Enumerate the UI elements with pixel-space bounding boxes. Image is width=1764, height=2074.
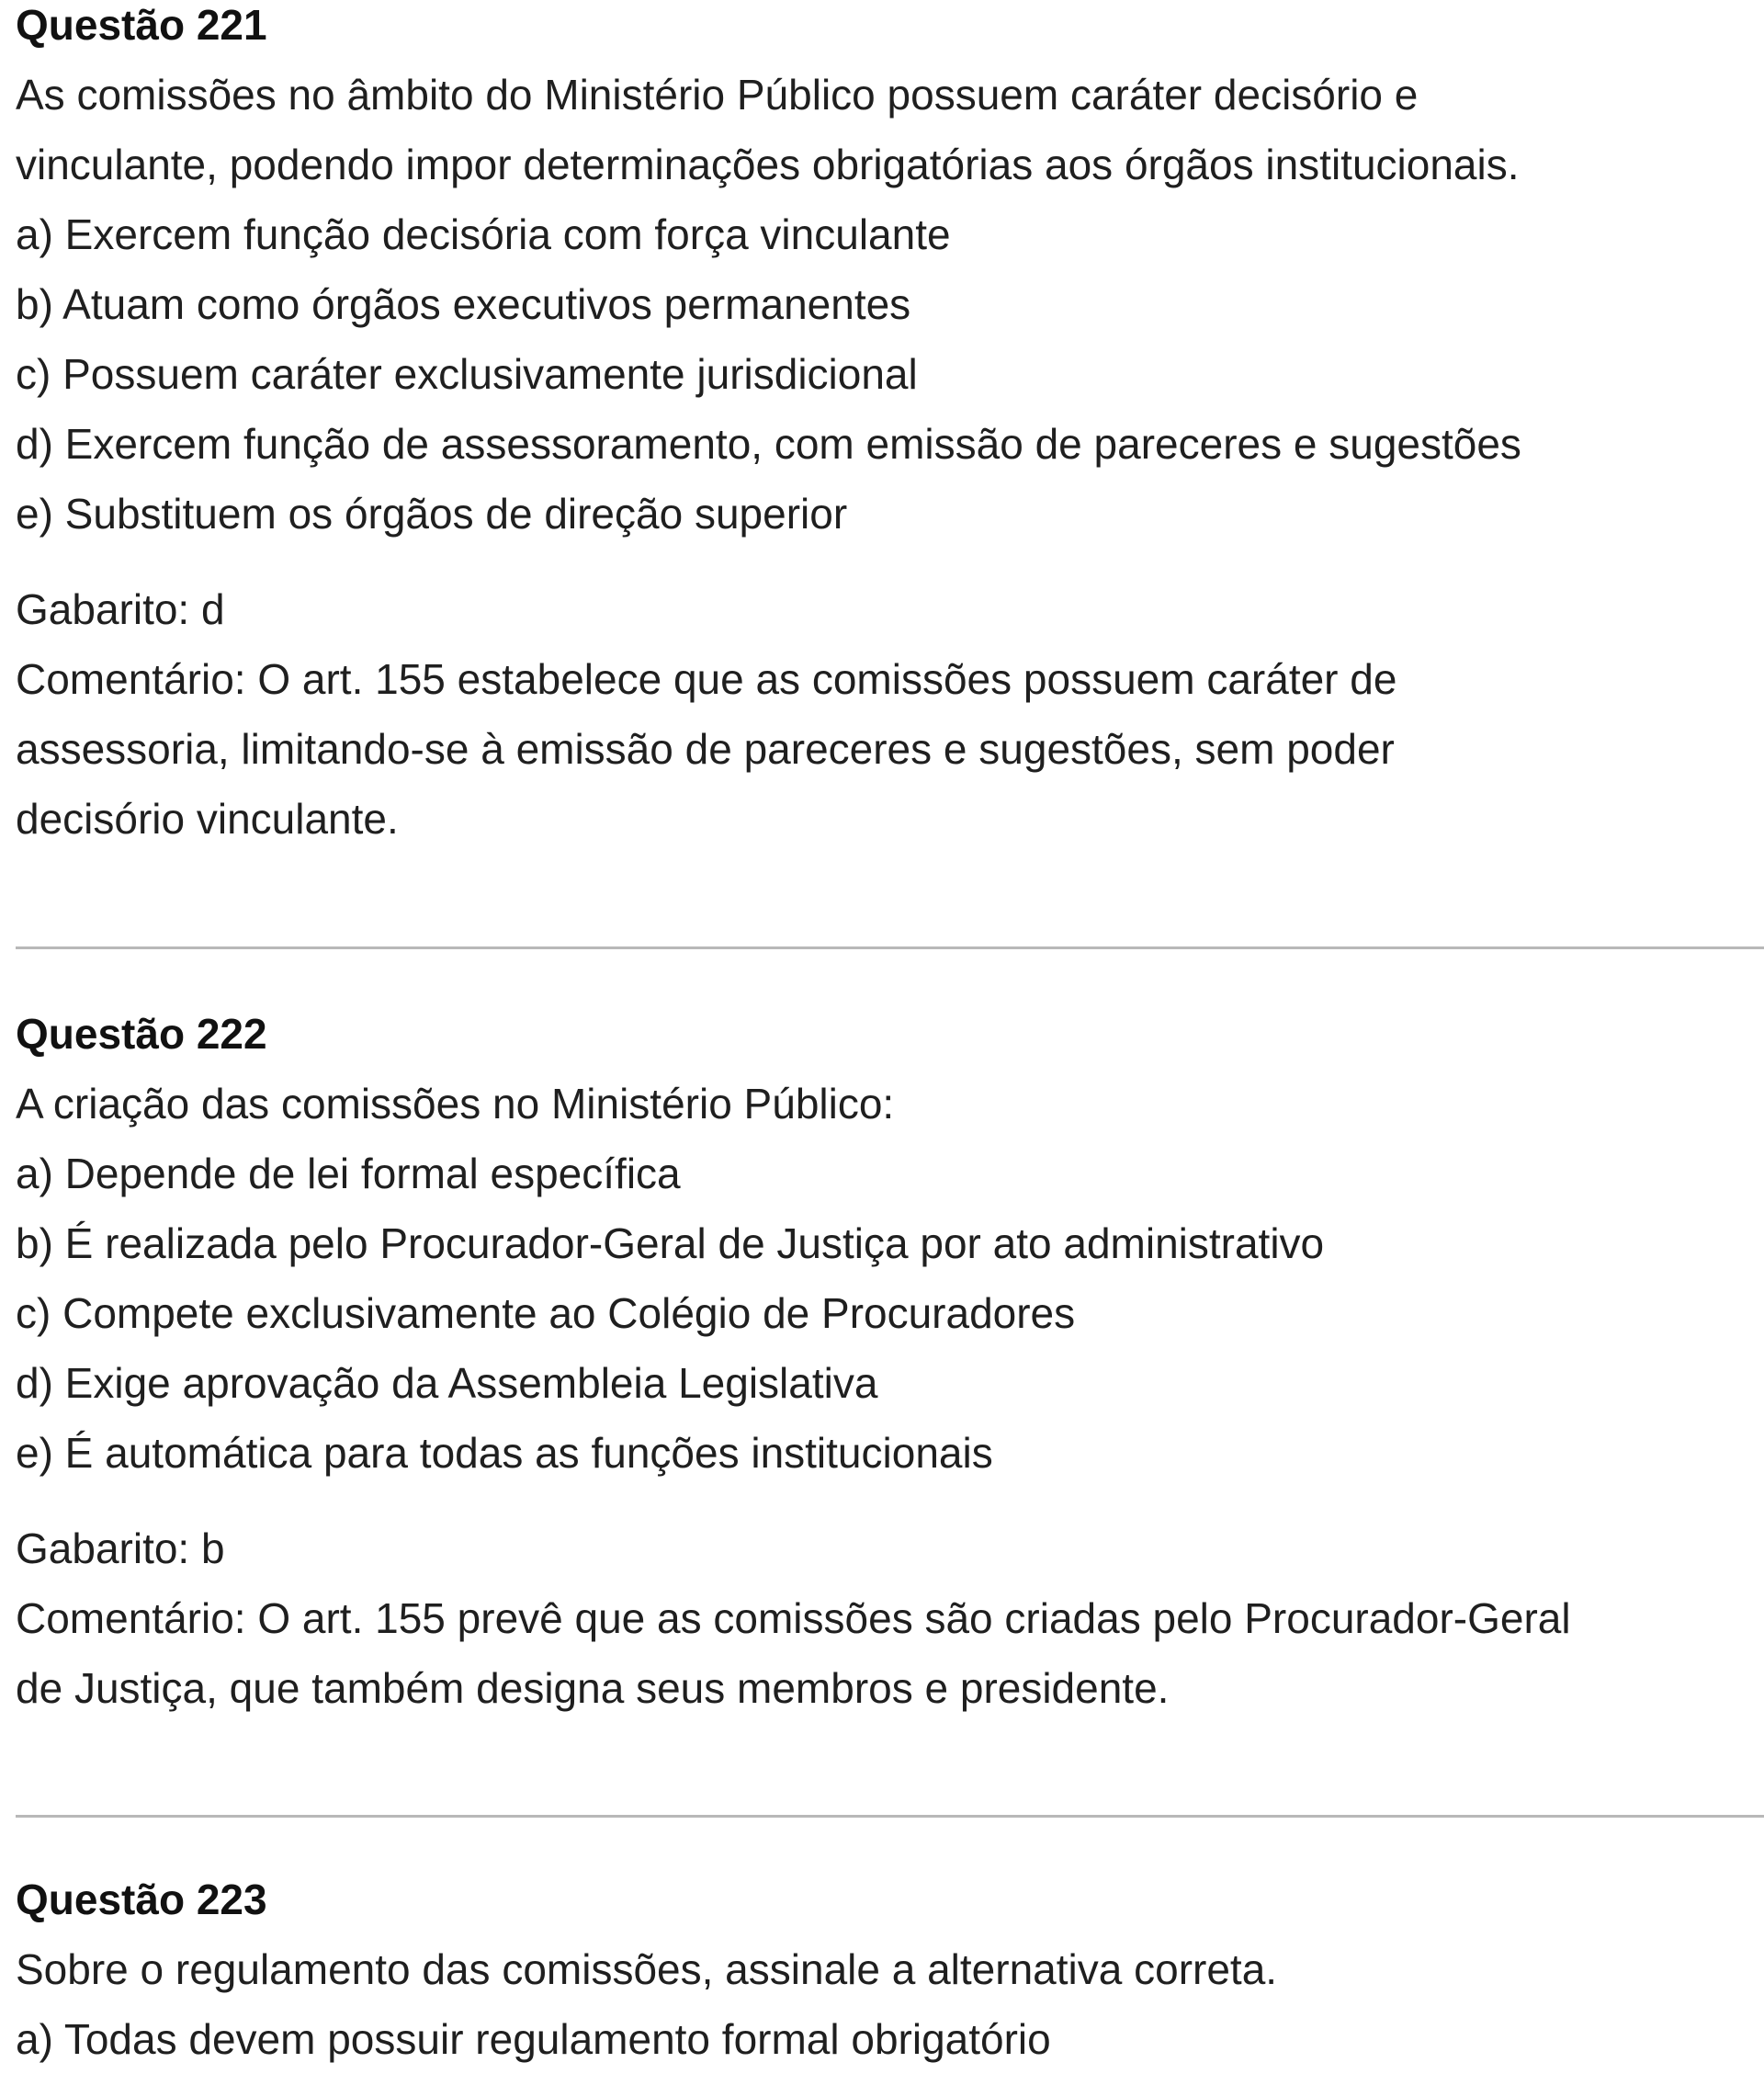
answer-key: Gabarito: d (16, 585, 225, 633)
option-d: d) Exercem função de assessoramento, com emissão de pareceres e sugestões (16, 420, 1521, 468)
option-e: e) Substituem os órgãos de direção superior (16, 490, 848, 538)
question-title: Questão 221 (16, 1, 267, 49)
question-222 (16, 1009, 1764, 1723)
option-c: c) Compete exclusivamente ao Colégio de Procuradores (16, 1289, 1076, 1337)
divider (16, 1815, 1764, 1818)
option-e: e) É automática para todas as funções institucionais (16, 1429, 993, 1477)
option-b: b) Atuam como órgãos executivos permanentes (16, 280, 911, 328)
question-stem-line: Sobre o regulamento das comissões, assinale a alternativa correta. (16, 1945, 1278, 1993)
comment-line: Comentário: O art. 155 prevê que as comissões são criadas pelo Procurador-Geral (16, 1594, 1571, 1642)
comment-line: decisório vinculante. (16, 795, 399, 843)
option-c: c) Possuem caráter exclusivamente jurisdicional (16, 350, 918, 398)
question-title: Questão 223 (16, 1876, 267, 1923)
answer-key: Gabarito: b (16, 1524, 225, 1572)
option-d: d) Exige aprovação da Assembleia Legislativa (16, 1359, 878, 1407)
comment-line: assessoria, limitando-se à emissão de pareceres e sugestões, sem poder (16, 725, 1395, 773)
question-stem-line: A criação das comissões no Ministério Público: (16, 1080, 895, 1128)
question-stem-line: As comissões no âmbito do Ministério Público possuem caráter decisório e (16, 71, 1419, 119)
question-223 (16, 1875, 1764, 2074)
question-stem-line: vinculante, podendo impor determinações obrigatórias aos órgãos institucionais. (16, 141, 1520, 188)
divider (16, 946, 1764, 949)
option-b: b) É realizada pelo Procurador-Geral de Justiça por ato administrativo (16, 1219, 1325, 1267)
question-221 (16, 0, 1764, 854)
comment-line: de Justiça, que também designa seus membros e presidente. (16, 1664, 1170, 1712)
option-a: a) Todas devem possuir regulamento formal obrigatório (16, 2015, 1051, 2063)
option-a: a) Exercem função decisória com força vinculante (16, 210, 951, 258)
option-a: a) Depende de lei formal específica (16, 1150, 681, 1197)
question-title: Questão 222 (16, 1010, 267, 1058)
comment-line: Comentário: O art. 155 estabelece que as comissões possuem caráter de (16, 655, 1397, 703)
